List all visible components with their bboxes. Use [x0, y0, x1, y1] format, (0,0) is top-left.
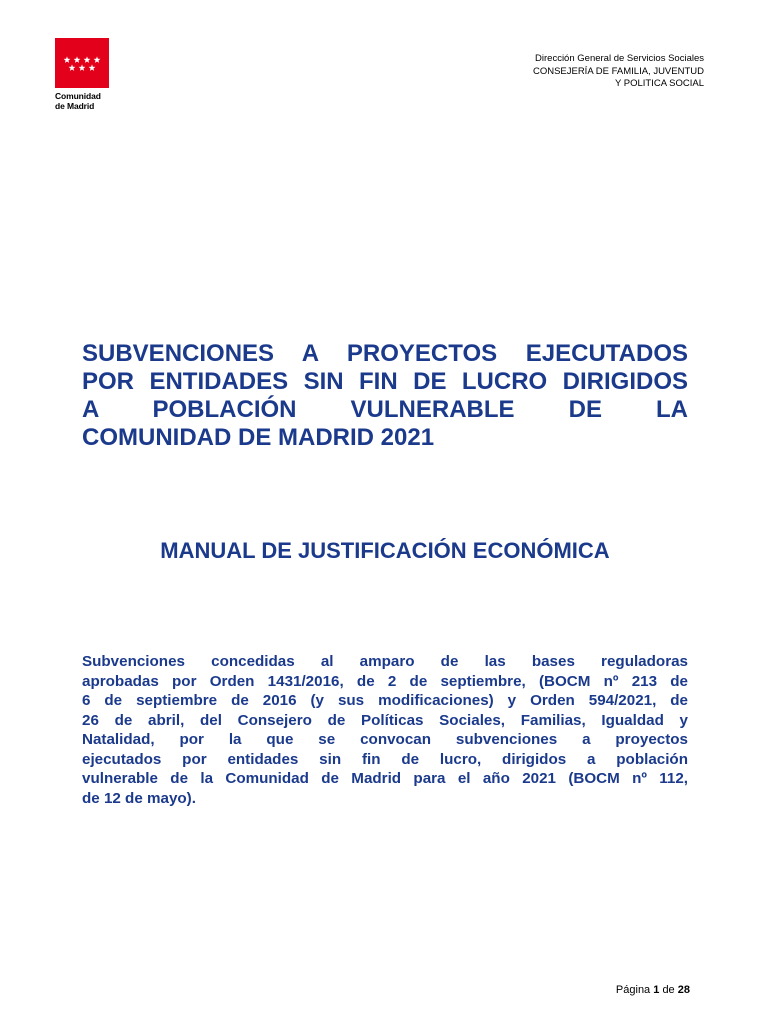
title-line: COMUNIDAD DE MADRID 2021	[82, 424, 435, 451]
paragraph-line: 26 de abril, del Consejero de Políticas Sociales, Familias, Igualdad y	[82, 711, 688, 729]
comunidad-de-madrid-logo	[55, 38, 111, 111]
header-line-1: Dirección General de Servicios Sociales	[535, 53, 704, 64]
title-line: SUBVENCIONES A PROYECTOS EJECUTADOS	[82, 340, 688, 367]
page-of-label: de	[662, 984, 675, 996]
department-header	[533, 53, 704, 91]
legal-basis-paragraph	[82, 652, 688, 808]
page-label: Página	[615, 984, 651, 996]
page-number	[616, 984, 690, 997]
paragraph-line: de 12 de mayo).	[82, 789, 196, 807]
title-line: A POBLACIÓN VULNERABLE DE LA	[82, 396, 688, 423]
current-page: 1	[653, 984, 660, 996]
paragraph-line: ejecutados por entidades sin fin de lucro, dirigidos a población	[82, 750, 688, 768]
paragraph-line: Subvenciones concedidas al amparo de las bases reguladoras	[82, 653, 688, 670]
paragraph-line: vulnerable de la Comunidad de Madrid para el año 2021 (BOCM nº 112,	[82, 770, 688, 787]
logo-wordmark	[55, 92, 111, 111]
paragraph-line: Natalidad, por la que se convocan subvenciones a proyectos	[82, 731, 688, 748]
document-subtitle: MANUAL DE JUSTIFICACIÓN ECONÓMICA	[160, 538, 610, 563]
logo-line-1: Comunidad	[55, 91, 101, 101]
madrid-stars-flag-icon	[55, 38, 109, 88]
paragraph-line: aprobadas por Orden 1431/2016, de 2 de septiembre, (BOCM nº 213 de	[82, 672, 688, 690]
title-line: POR ENTIDADES SIN FIN DE LUCRO DIRIGIDOS	[82, 368, 688, 395]
document-title	[82, 340, 688, 452]
header-line-2: CONSEJERÍA DE FAMILIA, JUVENTUD	[532, 65, 704, 77]
header-line-3: Y POLITICA SOCIAL	[614, 78, 704, 89]
total-pages: 28	[677, 984, 690, 996]
paragraph-line: 6 de septiembre de 2016 (y sus modificaciones) y Orden 594/2021, de	[82, 692, 688, 709]
logo-line-2: de Madrid	[55, 100, 95, 111]
